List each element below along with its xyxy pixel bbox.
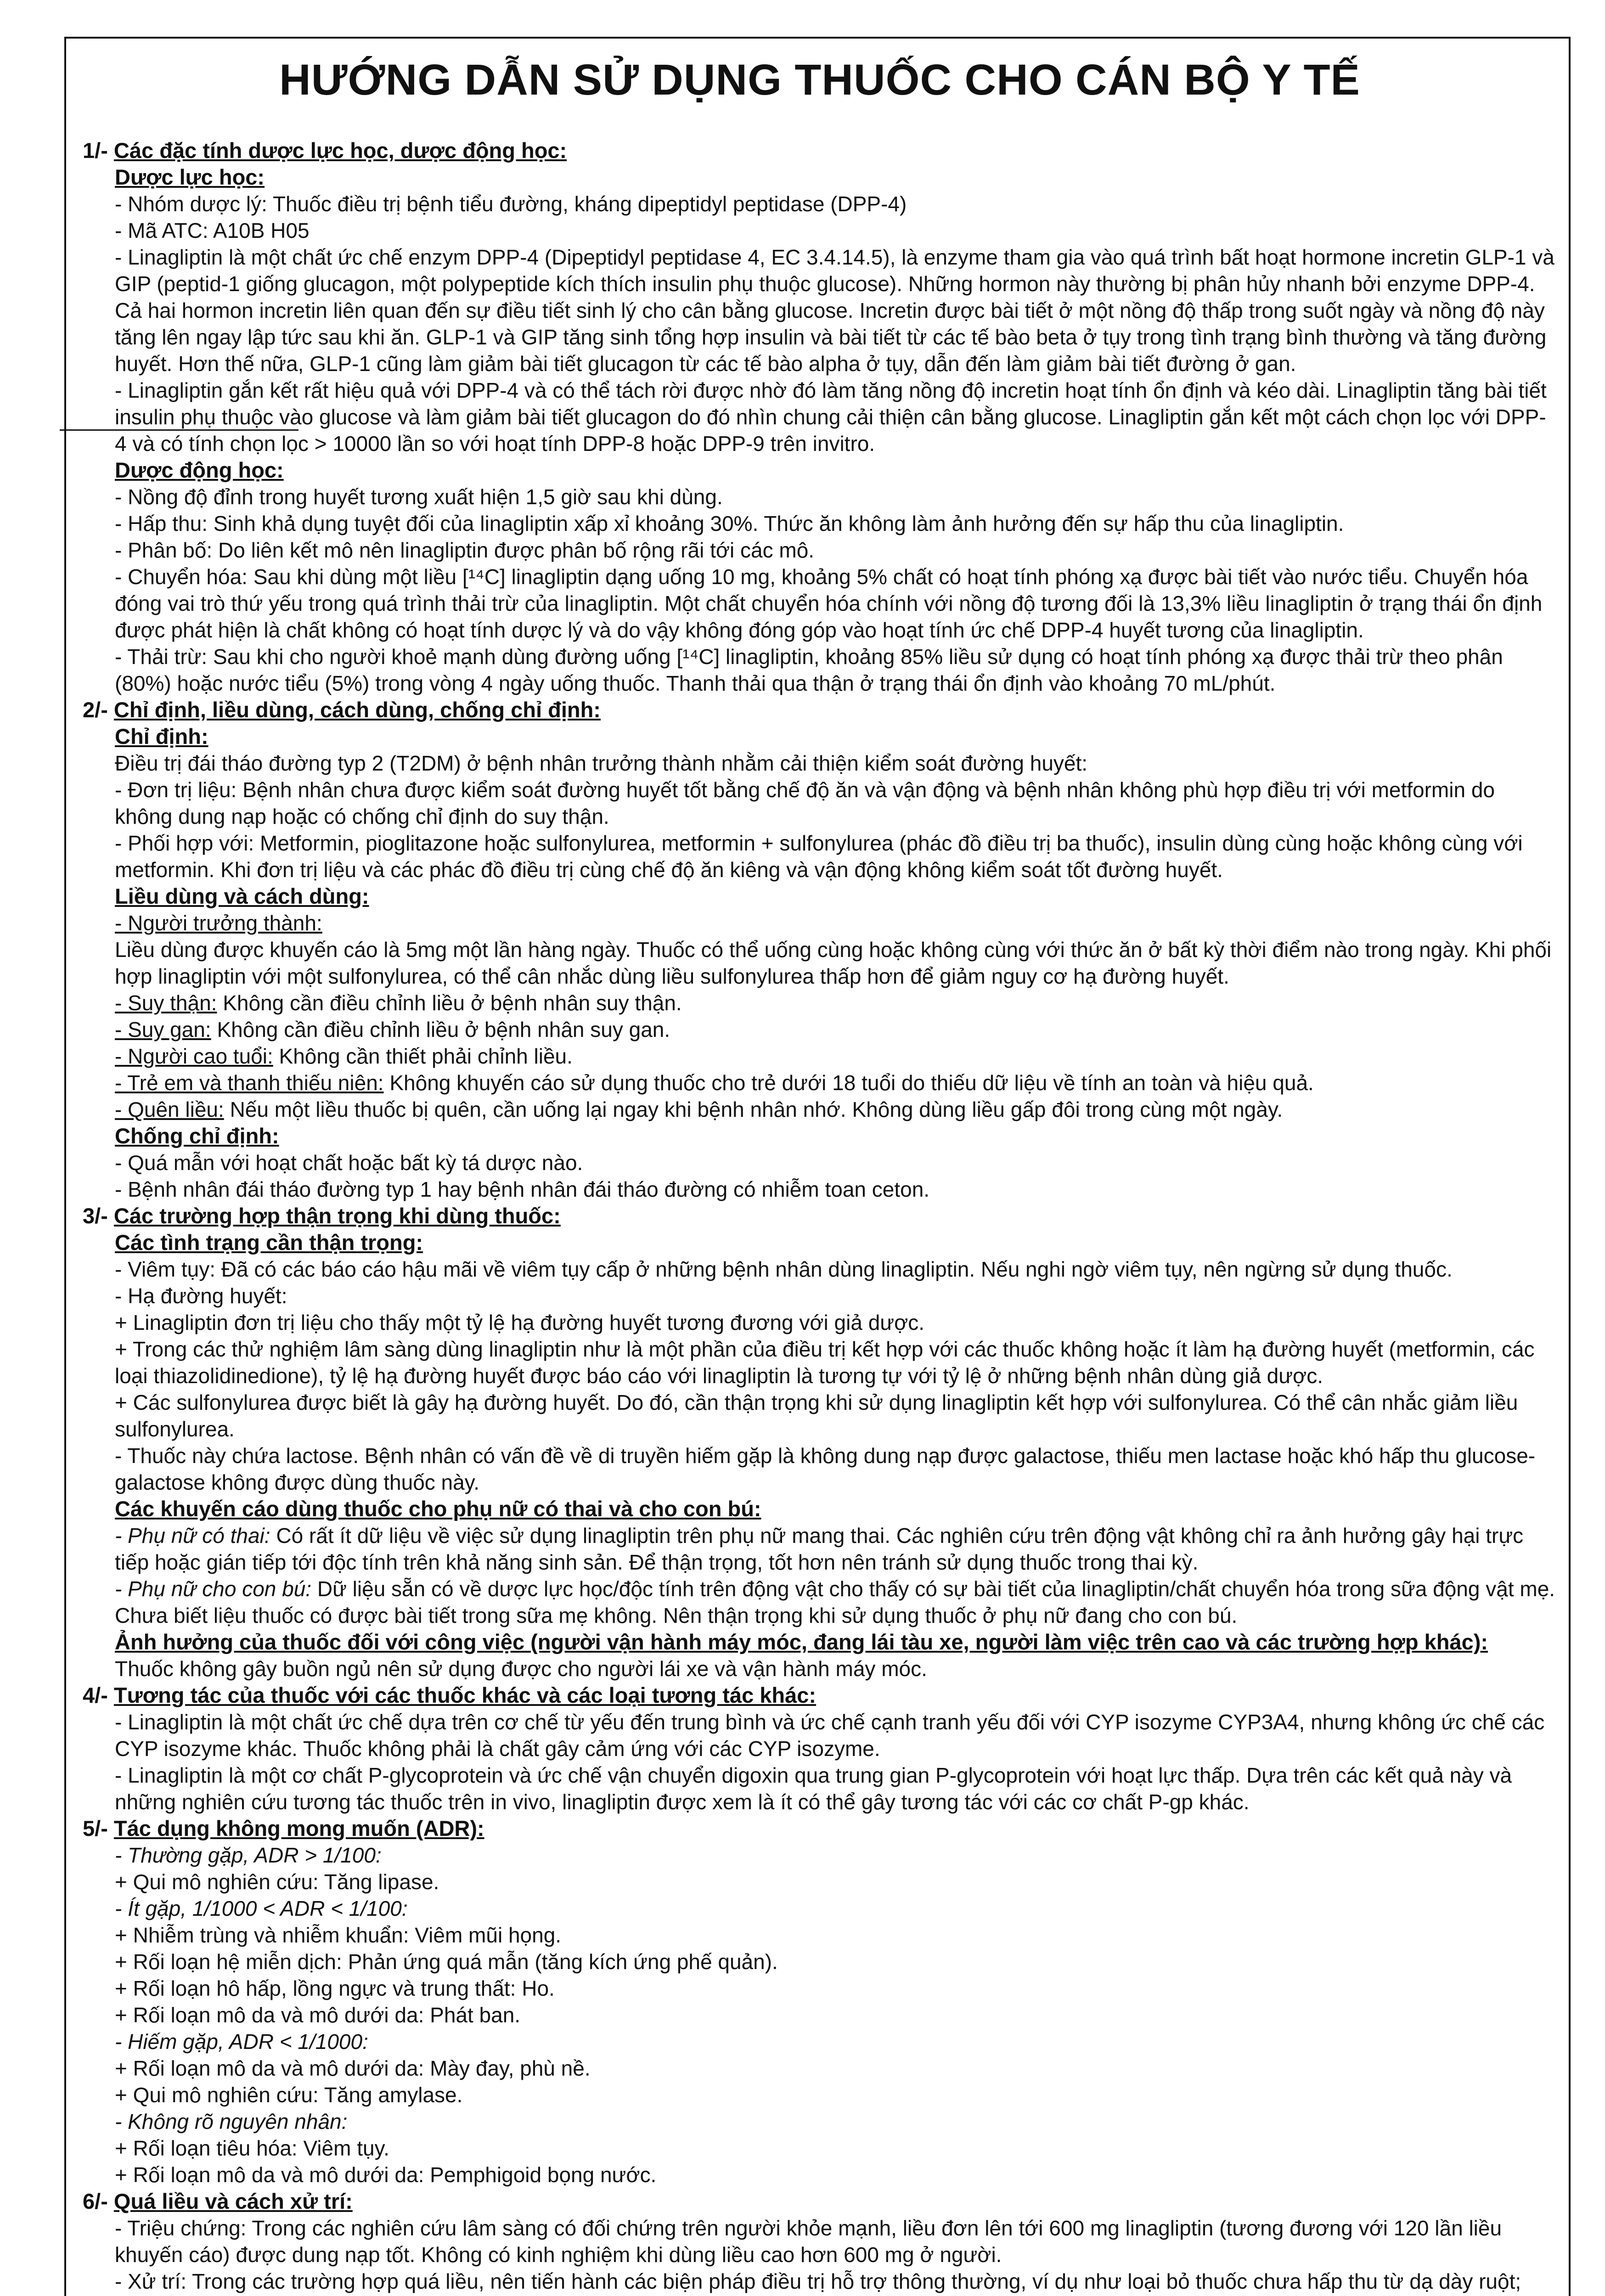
- section-4-heading: 4/- Tương tác của thuốc với các thuốc khác và các loại tương tác khác:: [83, 1683, 817, 1707]
- paragraph: - Thuốc này chứa lactose. Bệnh nhân có vấn đề về di truyền hiếm gặp là không dung nạp được galactose, thiếu men lactase hoặc khó hấp thu glucose-galactose không được dùng thuốc này.: [115, 1444, 1536, 1494]
- paragraph: Thuốc không gây buồn ngủ nên sử dụng được cho người lái xe và vận hành máy móc.: [115, 1657, 927, 1681]
- section-6-heading: 6/- Quá liều và cách xử trí:: [83, 2189, 353, 2213]
- adr-rare-title: - Hiếm gặp, ADR < 1/1000:: [115, 2030, 368, 2054]
- paragraph: - Quá mẫn với hoạt chất hoặc bất kỳ tá dược nào.: [115, 1151, 583, 1175]
- pharmacokinetics-title: Dược động học:: [115, 458, 284, 482]
- list-item: + Rối loạn hô hấp, lồng ngực và trung thất: Ho.: [115, 1976, 555, 2000]
- indications-title: Chỉ định:: [115, 724, 208, 748]
- paragraph: - Đơn trị liệu: Bệnh nhân chưa được kiểm soát đường huyết tốt bằng chế độ ăn và vận động và bệnh nhân không phù hợp điều trị với metformin do không dung nạp hoặc có chống chỉ định do suy thận.: [115, 778, 1495, 828]
- pregnancy-title: Các khuyến cáo dùng thuốc cho phụ nữ có thai và cho con bú:: [115, 1497, 761, 1521]
- paragraph: - Phối hợp với: Metformin, pioglitazone hoặc sulfonylurea, metformin + sulfonylurea (phác đồ điều trị ba thuốc), insulin dùng cùng hoặc không cùng với metformin. Khi đơn trị liệu và các phác đồ điều trị cùng chế độ ăn kiêng và vận động không kiểm soát tốt đường huyết.: [115, 831, 1523, 882]
- adr-unknown-title: - Không rõ nguyên nhân:: [115, 2110, 348, 2133]
- pharmacodynamics-title: Dược lực học:: [115, 165, 265, 189]
- paragraph: - Nồng độ đỉnh trong huyết tương xuất hiện 1,5 giờ sau khi dùng.: [115, 485, 723, 509]
- paragraph: - Hạ đường huyết:: [115, 1284, 287, 1308]
- paragraph: Liều dùng được khuyến cáo là 5mg một lần hàng ngày. Thuốc có thể uống cùng hoặc không cùng với thức ăn ở bất kỳ thời điểm nào trong ngày. Khi phối hợp linagliptin với một sulfonylurea, có thể cân nhắc dùng liều sulfonylurea thấp hơn để giảm nguy cơ hạ đường huyết.: [115, 938, 1552, 988]
- list-item: + Rối loạn mô da và mô dưới da: Phát ban.: [115, 2003, 521, 2027]
- section-2-heading: 2/- Chỉ định, liều dùng, cách dùng, chống chỉ định:: [83, 698, 601, 722]
- paragraph: + Trong các thử nghiệm lâm sàng dùng linagliptin như là một phần của điều trị kết hợp với các thuốc không hoặc ít làm hạ đường huyết (metformin, các loại thiazolidinedione), tỷ lệ hạ đường huyết được báo cáo với linagliptin là tương tự với tỷ lệ ở những bệnh nhân dùng giả dược.: [115, 1337, 1535, 1388]
- dosage-title: Liều dùng và cách dùng:: [115, 884, 369, 908]
- section-1-heading: 1/- Các đặc tính dược lực học, dược động học:: [83, 138, 567, 163]
- renal-dose: - Suy thận: Không cần điều chỉnh liều ở bệnh nhân suy thận.: [115, 991, 682, 1015]
- adult-dose-title: - Người trưởng thành:: [115, 911, 322, 935]
- paragraph: - Viêm tụy: Đã có các báo cáo hậu mãi về viêm tụy cấp ở những bệnh nhân dùng linagliptin. Nếu nghi ngờ viêm tụy, nên ngừng sử dụng thuốc.: [115, 1257, 1453, 1281]
- list-item: + Qui mô nghiên cứu: Tăng lipase.: [115, 1870, 439, 1894]
- document-body: [83, 55, 1557, 2296]
- paragraph: - Phân bố: Do liên kết mô nên linagliptin được phân bố rộng rãi tới các mô.: [115, 538, 815, 562]
- paragraph: + Các sulfonylurea được biết là gây hạ đường huyết. Do đó, cần thận trọng khi sử dụng linagliptin kết hợp với sulfonylurea. Có thể cân nhắc giảm liều sulfonylurea.: [115, 1390, 1518, 1441]
- list-item: + Rối loạn tiêu hóa: Viêm tụy.: [115, 2136, 389, 2160]
- list-item: + Rối loạn mô da và mô dưới da: Pemphigoid bọng nước.: [115, 2163, 657, 2187]
- lactation-text: - Phụ nữ cho con bú: Dữ liệu sẵn có về dược lực học/độc tính trên động vật cho thấy có sự bài tiết của linagliptin/chất chuyển hóa trong sữa động vật mẹ. Chưa biết liệu thuốc có được bài tiết trong sữa mẹ không. Nên thận trọng khi sử dụng thuốc ở phụ nữ đang cho con bú.: [115, 1577, 1555, 1627]
- paragraph: - Chuyển hóa: Sau khi dùng một liều [¹⁴C] linagliptin dạng uống 10 mg, khoảng 5% chất có hoạt tính phóng xạ được bài tiết vào nước tiểu. Chuyển hóa đóng vai trò thứ yếu trong quá trình thải trừ của linagliptin. Một chất chuyển hóa chính với nồng độ tương đối là 13,3% liều linagliptin ở trạng thái ổn định được phát hiện là chất không có hoạt tính dược lý và do vậy không đóng góp vào hoạt tính ức chế DPP-4 huyết tương của linagliptin.: [115, 565, 1543, 642]
- paragraph: - Linagliptin là một cơ chất P-glycoprotein và ức chế vận chuyển digoxin qua trung gian P-glycoprotein với hoạt lực thấp. Dựa trên các kết quả này và những nghiên cứu tương tác thuốc trên in vivo, linagliptin được xem là ít có thể gây tương tác với các cơ chất P-gp khác.: [115, 1763, 1512, 1814]
- list-item: + Rối loạn mô da và mô dưới da: Mày đay, phù nề.: [115, 2056, 591, 2080]
- hepatic-dose: - Suy gan: Không cần điều chỉnh liều ở bệnh nhân suy gan.: [115, 1018, 670, 1041]
- paragraph: - Bệnh nhân đái tháo đường typ 1 hay bệnh nhân đái tháo đường có nhiễm toan ceton.: [115, 1177, 930, 1201]
- section-3-heading: 3/- Các trường hợp thận trọng khi dùng thuốc:: [83, 1204, 561, 1228]
- driving-title: Ảnh hưởng của thuốc đối với công việc (người vận hành máy móc, đang lái tàu xe, người làm việc trên cao và các trường hợp khác):: [115, 1630, 1488, 1654]
- paragraph: - Thải trừ: Sau khi cho người khoẻ mạnh dùng đường uống [¹⁴C] linagliptin, khoảng 85% liều sử dụng có hoạt tính phóng xạ được thải trừ theo phân (80%) hoặc nước tiểu (5%) trong vòng 4 ngày uống thuốc. Thanh thải qua thận ở trạng thái ổn định vào khoảng 70 mL/phút.: [115, 645, 1503, 695]
- document-title: HƯỚNG DẪN SỬ DỤNG THUỐC CHO CÁN BỘ Y TẾ: [279, 56, 1360, 104]
- paragraph: + Linagliptin đơn trị liệu cho thấy một tỷ lệ hạ đường huyết tương đương với giả dược.: [115, 1311, 925, 1334]
- paragraph: - Linagliptin là một chất ức chế dựa trên cơ chế từ yếu đến trung bình và ức chế cạnh tranh yếu đối với CYP isozyme CYP3A4, nhưng không ức chế các CYP isozyme khác. Thuốc không phải là chất gây cảm ứng với các CYP isozyme.: [115, 1710, 1545, 1761]
- elderly-dose: - Người cao tuổi: Không cần thiết phải chỉnh liều.: [115, 1044, 573, 1068]
- paragraph: - Hấp thu: Sinh khả dụng tuyệt đối của linagliptin xấp xỉ khoảng 30%. Thức ăn không làm ảnh hưởng đến sự hấp thu của linagliptin.: [115, 512, 1344, 535]
- paragraph: Điều trị đái tháo đường typ 2 (T2DM) ở bệnh nhân trưởng thành nhằm cải thiện kiểm soát đường huyết:: [115, 751, 1088, 775]
- cautions-title: Các tình trạng cần thận trọng:: [115, 1230, 423, 1255]
- list-item: + Rối loạn hệ miễn dịch: Phản ứng quá mẫn (tăng kích ứng phế quản).: [115, 1950, 778, 1974]
- pregnancy-text: - Phụ nữ có thai: Có rất ít dữ liệu về việc sử dụng linagliptin trên phụ nữ mang thai. Các nghiên cứu trên động vật không chỉ ra ảnh hưởng gây hại trực tiếp hoặc gián tiếp tới độc tính trên khả năng sinh sản. Để thận trọng, tốt hơn nên tránh sử dụng thuốc trong thai kỳ.: [115, 1524, 1524, 1574]
- paragraph: - Nhóm dược lý: Thuốc điều trị bệnh tiểu đường, kháng dipeptidyl peptidase (DPP-4): [115, 192, 907, 216]
- paragraph: - Mã ATC: A10B H05: [115, 219, 310, 242]
- child-dose: - Trẻ em và thanh thiếu niên: Không khuyến cáo sử dụng thuốc cho trẻ dưới 18 tuổi do thiếu dữ liệu về tính an toàn và hiệu quả.: [115, 1071, 1314, 1095]
- adr-uncommon-title: - Ít gặp, 1/1000 < ADR < 1/100:: [115, 1896, 408, 1920]
- paragraph: - Xử trí: Trong các trường hợp quá liều, nên tiến hành các biện pháp điều trị hỗ trợ thông thường, ví dụ như loại bỏ thuốc chưa hấp thu từ dạ dày ruột;: [115, 2269, 1521, 2293]
- contraindications-title: Chống chỉ định:: [115, 1124, 279, 1148]
- missed-dose: - Quên liều: Nếu một liều thuốc bị quên, cần uống lại ngay khi bệnh nhân nhớ. Không dùng liều gấp đôi trong cùng một ngày.: [115, 1097, 1283, 1121]
- paragraph: - Linagliptin là một chất ức chế enzym DPP-4 (Dipeptidyl peptidase 4, EC 3.4.14.5), là enzyme tham gia vào quá trình bất hoạt hormone incretin GLP-1 và GIP (peptid-1 giống glucagon, một polypeptide kích thích insulin phụ thuộc glucose). Những hormon này thường bị phân hủy nhanh bởi enzyme DPP-4. Cả hai hormon incretin liên quan đến sự điều tiết sinh lý cho cân bằng glucose. Incretin được bài tiết ở một nồng độ thấp trong suốt ngày và nồng độ này tăng lên ngay lập tức sau khi ăn. GLP-1 và GIP tăng sinh tổng hợp insulin và bài tiết từ các tế bào beta ở tụy trong tình trạng bình thường và tăng đường huyết. Hơn thế nữa, GLP-1 cũng làm giảm bài tiết glucagon từ các tế bào alpha ở tụy, dẫn đến làm giảm bài tiết đường ở gan.: [115, 245, 1554, 376]
- paragraph: - Triệu chứng: Trong các nghiên cứu lâm sàng có đối chứng trên người khỏe mạnh, liều đơn lên tới 600 mg linagliptin (tương đương với 120 lần liều khuyến cáo) được dung nạp tốt. Không có kinh nghiệm khi dùng liều cao hơn 600 mg ở người.: [115, 2216, 1502, 2267]
- list-item: + Nhiễm trùng và nhiễm khuẩn: Viêm mũi họng.: [115, 1923, 562, 1947]
- paragraph: - Linagliptin gắn kết rất hiệu quả với DPP-4 và có thể tách rời được nhờ đó làm tăng nồng độ incretin hoạt tính ổn định và kéo dài. Linagliptin tăng bài tiết insulin phụ thuộc vào glucose và làm giảm bài tiết glucagon do đó nhìn chung cải thiện cân bằng glucose. Linagliptin gắn kết một cách chọn lọc với DPP-4 và có tính chọn lọc > 10000 lần so với hoạt tính DPP-8 hoặc DPP-9 trên invitro.: [115, 378, 1547, 456]
- section-5-heading: 5/- Tác dụng không mong muốn (ADR):: [83, 1816, 484, 1840]
- adr-common-title: - Thường gặp, ADR > 1/100:: [115, 1843, 382, 1867]
- list-item: + Qui mô nghiên cứu: Tăng amylase.: [115, 2083, 463, 2107]
